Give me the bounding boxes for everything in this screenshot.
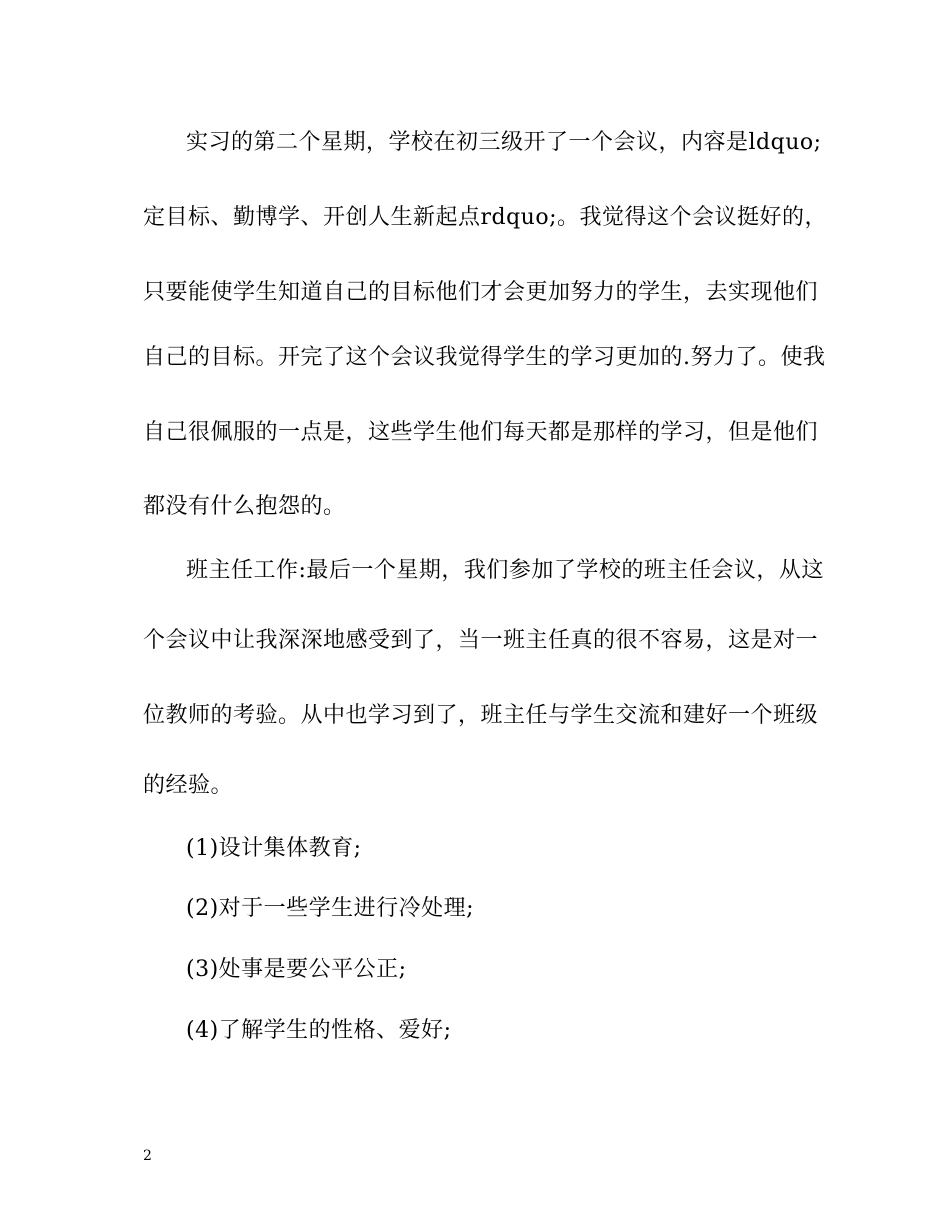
page-number: 2 bbox=[143, 1148, 152, 1164]
paragraph-1-line-6: 都没有什么抱怨的。 bbox=[143, 494, 346, 519]
paragraph-1-line-5: 自己很佩服的一点是，这些学生他们每天都是那样的学习，但是他们 bbox=[143, 420, 819, 445]
paragraph-1-line-1: 实习的第二个星期，学校在初三级开了一个会议，内容是ldquo; bbox=[186, 130, 822, 155]
paragraph-1-line-3: 只要能使学生知道自己的目标他们才会更加努力的学生，去实现他们 bbox=[143, 280, 819, 305]
list-item-1: (1)设计集体教育; bbox=[186, 836, 362, 861]
list-item-4: (4)了解学生的性格、爱好; bbox=[186, 1018, 452, 1043]
paragraph-1-line-4: 自己的目标。开完了这个会议我觉得学生的学习更加的.努力了。使我 bbox=[143, 345, 826, 370]
paragraph-2-line-4: 的经验。 bbox=[143, 773, 234, 798]
paragraph-1-line-2: 定目标、勤博学、开创人生新起点rdquo;。我觉得这个会议挺好的， bbox=[143, 205, 828, 230]
paragraph-2-line-2: 个会议中让我深深地感受到了，当一班主任真的很不容易，这是对一 bbox=[143, 628, 819, 653]
list-item-3: (3)处事是要公平公正; bbox=[186, 957, 407, 982]
list-item-2: (2)对于一些学生进行冷处理; bbox=[186, 896, 475, 921]
paragraph-2-line-1: 班主任工作:最后一个星期，我们参加了学校的班主任会议，从这 bbox=[186, 558, 824, 583]
paragraph-2-line-3: 位教师的考验。从中也学习到了，班主任与学生交流和建好一个班级 bbox=[143, 703, 819, 728]
